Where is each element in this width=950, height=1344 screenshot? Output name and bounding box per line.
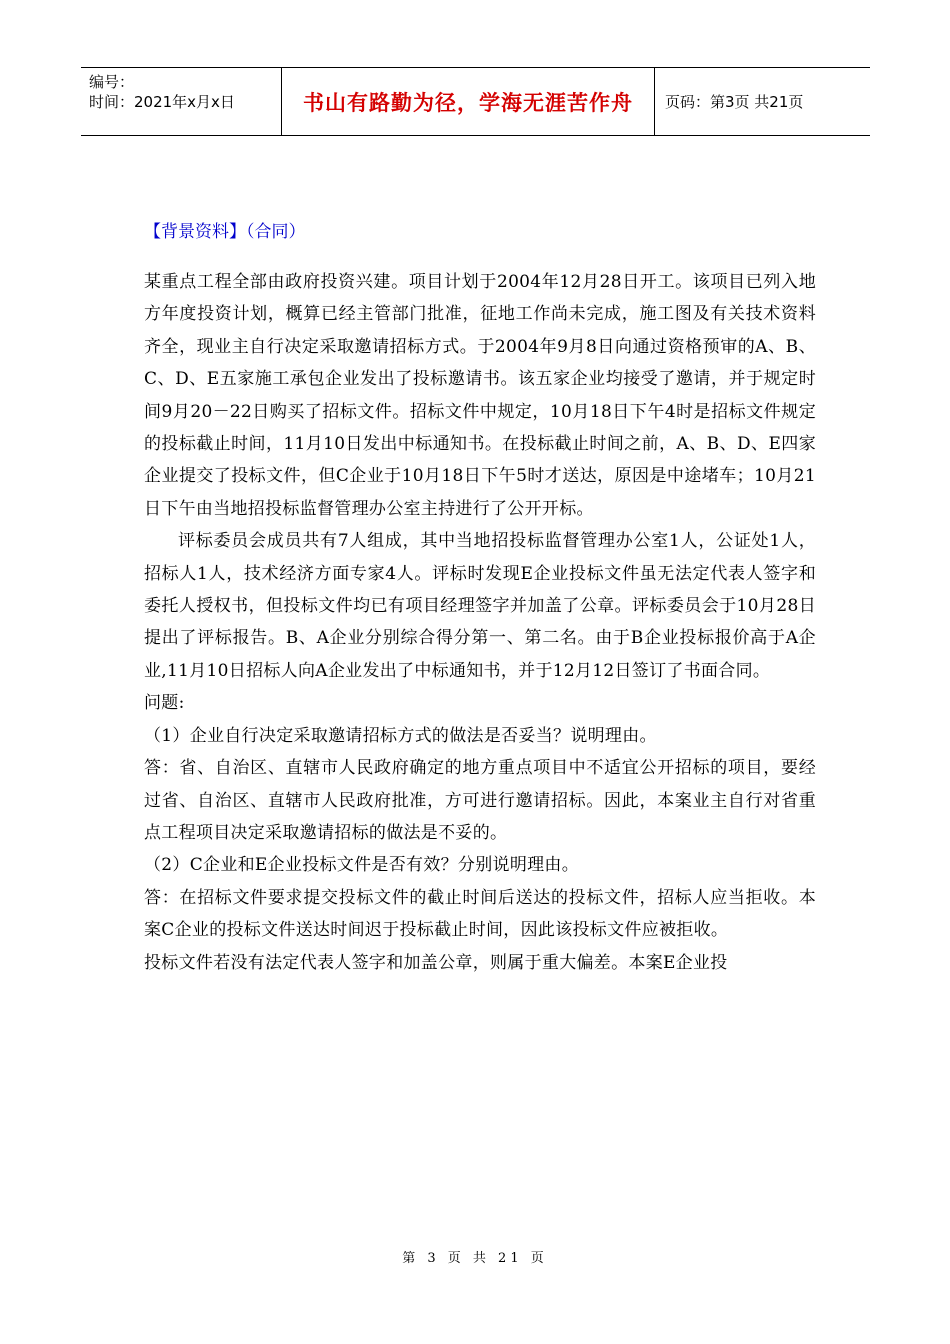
answer-1: 答：省、自治区、直辖市人民政府确定的地方重点项目中不适宜公开招标的项目，要经过省、自治区、直辖市人民政府批准，方可进行邀请招标。因此，本案业主自行对省重点工程项目决定采取邀请招标的做法是不妥的。	[144, 758, 816, 843]
answer-2: 答：在招标文件要求提交投标文件的截止时间后送达的投标文件，招标人应当拒收。本案C企业的投标文件送达时间迟于投标截止时间，因此该投标文件应被拒收。	[144, 887, 816, 941]
header-motto: 书山有路勤为径，学海无涯苦作舟	[303, 90, 633, 115]
document-body	[144, 218, 816, 979]
section-label: 【背景资料】（合同）	[144, 222, 306, 242]
document-date-label: 时间：2021年x月x日	[89, 93, 235, 111]
header-page-info: 页码：第3页 共21页	[665, 93, 804, 111]
header-page-cell	[655, 68, 870, 135]
page-footer: 第 3 页 共 21 页	[402, 1251, 548, 1266]
header-motto-cell	[282, 68, 655, 135]
page-header	[81, 67, 870, 136]
document-number-label: 编号：	[89, 73, 135, 91]
evaluation-paragraph: 评标委员会成员共有7人组成，其中当地招投标监督管理办公室1人，公证处1人，招标人1人，技术经济方面专家4人。评标时发现E企业投标文件虽无法定代表人签字和委托人授权书，但投标文件均已有项目经理签字并加盖了公章。评标委员会于10月28日提出了评标报告。B、A企业分别综合得分第一、第二名。由于B企业投标报价高于A企业,11月10日招标人向A企业发出了中标通知书，并于12月12日签订了书面合同。	[144, 531, 816, 681]
questions-heading: 问题:	[144, 693, 185, 714]
header-info-cell	[81, 68, 282, 135]
question-2: （2）C企业和E企业投标文件是否有效？分别说明理由。	[144, 855, 580, 876]
answer-2-continued: 投标文件若没有法定代表人签字和加盖公章，则属于重大偏差。本案E企业投	[144, 952, 728, 973]
background-paragraph: 某重点工程全部由政府投资兴建。项目计划于2004年12月28日开工。该项目已列入地方年度投资计划，概算已经主管部门批准，征地工作尚未完成，施工图及有关技术资料齐全，现业主自行决定采取邀请招标方式。于2004年9月8日向通过资格预审的A、B、C、D、E五家施工承包企业发出了投标邀请书。该五家企业均接受了邀请，并于规定时间9月20－22日购买了招标文件。招标文件中规定，10月18日下午4时是招标文件规定的投标截止时间，11月10日发出中标通知书。在投标截止时间之前，A、B、D、E四家企业提交了投标文件，但C企业于10月18日下午5时才送达，原因是中途堵车；10月21日下午由当地招投标监督管理办公室主持进行了公开开标。	[144, 272, 816, 519]
question-1: （1）企业自行决定采取邀请招标方式的做法是否妥当？说明理由。	[144, 725, 657, 746]
